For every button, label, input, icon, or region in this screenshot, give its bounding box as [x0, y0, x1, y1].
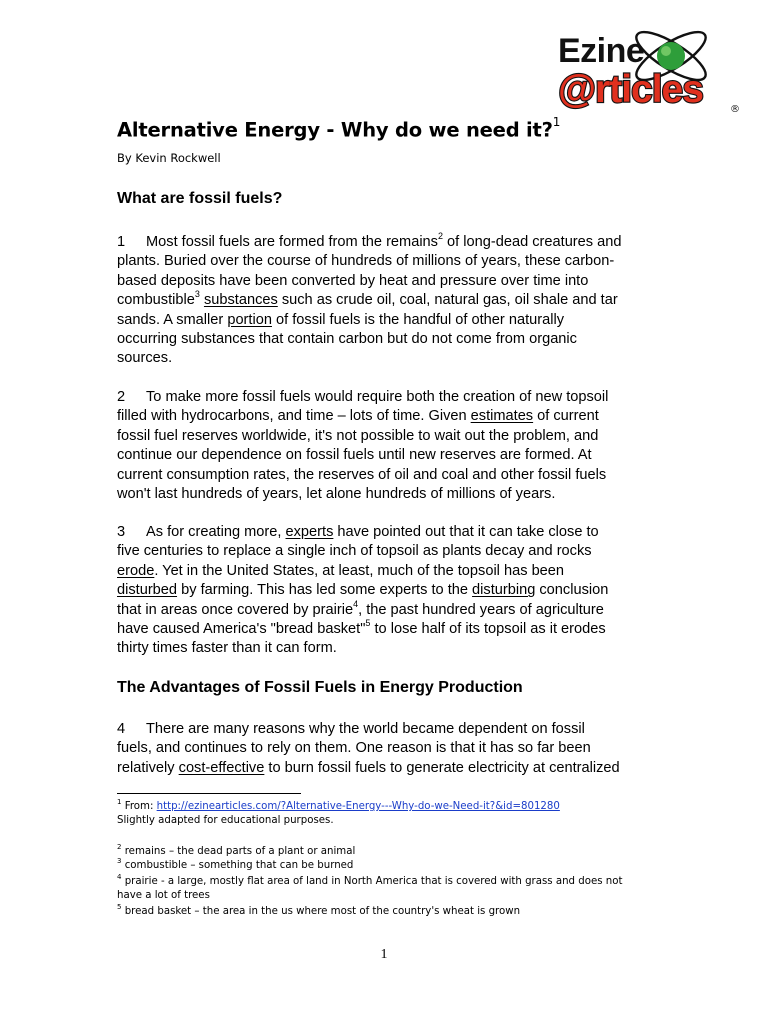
paragraph-1	[117, 233, 657, 369]
footnote-mark: 4	[117, 872, 122, 881]
footnote-note: Slightly adapted for educational purposes.	[117, 815, 334, 826]
paragraph-line: 2 To make more fossil fuels would require both the creation of new topsoil	[117, 388, 657, 407]
vocab-erode: erode	[117, 562, 155, 579]
paragraph-line: erode. Yet in the United States, at least, much of the topsoil has been	[117, 562, 565, 579]
paragraph-line: sources.	[117, 350, 173, 367]
paragraph-line: occurring substances that contain carbon but do not come from organic	[117, 330, 577, 347]
paragraph-number: 4	[117, 721, 126, 737]
vocab-cost-effective: cost-effective	[178, 759, 265, 776]
logo-word-ezine: Ezine	[558, 32, 645, 70]
paragraph-line: disturbed by farming. This has led some experts to the disturbing conclusion	[117, 582, 609, 599]
footnote-ref-4[interactable]: 4	[353, 598, 359, 609]
paragraph-3	[117, 523, 657, 659]
paragraph-line: filled with hydrocarbons, and time – lots of time. Given estimates of current	[117, 408, 599, 425]
vocab-substances: substances	[203, 292, 278, 309]
vocab-experts: experts	[285, 524, 334, 540]
byline: By Kevin Rockwell	[117, 151, 221, 165]
paragraph-line: fossil fuel reserves worldwide, it's not possible to wait out the problem, and	[117, 427, 599, 444]
footnote-mark: 2	[117, 842, 122, 851]
paragraph-line: fuels, and continues to rely on them. One reason is that it has so far been	[117, 740, 591, 757]
footnote-1: $^1$ From: http://ezinearticles.com/?Alternative-Energy---Why-do-we-Need-it?&id=801280 Slightly adapted for educational purposes.	[117, 800, 677, 828]
vocab-disturbing: disturbing	[472, 582, 536, 599]
logo-word-articles: @rticles	[558, 68, 703, 111]
footnote-separator	[117, 793, 301, 794]
footnote-mark: 3	[117, 856, 122, 865]
paragraph-line: based deposits have been converted by heat and pressure over time into	[117, 272, 589, 289]
title-footnote-ref[interactable]: 1	[552, 115, 561, 129]
vocab-portion: portion	[227, 311, 272, 328]
section-heading-fossil-fuels: What are fossil fuels?	[117, 190, 283, 207]
ezinearticles-logo	[556, 28, 746, 114]
paragraph-line: plants. Buried over the course of hundreds of millions of years, these carbon-	[117, 253, 615, 270]
vocab-estimates: estimates	[470, 408, 534, 425]
footnote-ref-2[interactable]: 2	[437, 231, 443, 242]
footnote-4: $^4$ prairie - a large, mostly flat area of land in North America that is covered with grass and does not have a lot of trees	[117, 872, 623, 901]
paragraph-line: 4 There are many reasons why the world became dependent on fossil	[117, 720, 657, 739]
source-link[interactable]: http://ezinearticles.com/?Alternative-Energy---Why-do-we-Need-it?&id=801280	[156, 801, 560, 812]
footnote-ref-3[interactable]: 3	[194, 289, 200, 300]
section-heading-advantages: The Advantages of Fossil Fuels in Energy Production	[117, 679, 523, 696]
footnote-3: $^3$ combustible – something that can be burned	[117, 856, 354, 871]
page-title	[117, 115, 561, 142]
paragraph-line: sands. A smaller portion of fossil fuels is the handful of other naturally	[117, 311, 564, 328]
paragraph-line: combustible$^3$ substances such as crude oil, coal, natural gas, oil shale and tar	[117, 289, 618, 309]
logo-reg-mark: ®	[730, 104, 740, 114]
footnote-2: $^2$ remains – the dead parts of a plant or animal	[117, 842, 356, 857]
paragraph-line: that in areas once covered by prairie$^4$, the past hundred years of agriculture	[117, 598, 604, 618]
paragraph-4	[117, 720, 657, 778]
footnote-ref-5[interactable]: 5	[365, 618, 371, 629]
paragraph-line: 1 Most fossil fuels are formed from the remains$^2$ of long-dead creatures and	[117, 233, 657, 252]
title-text: Alternative Energy - Why do we need it?	[117, 118, 553, 142]
paragraph-line: five centuries to replace a single inch of topsoil as plants decay and rocks	[117, 543, 592, 560]
footnote-mark: 5	[117, 902, 122, 911]
paragraph-line: relatively cost-effective to burn fossil fuels to generate electricity at centralized	[117, 759, 620, 776]
paragraph-line: won't last hundreds of years, let alone hundreds of millions of years.	[117, 485, 556, 502]
page-number: 1	[380, 947, 388, 962]
footnote-mark: 1	[117, 797, 122, 806]
paragraph-number: 1	[117, 234, 126, 250]
paragraph-line: continue our dependence on fossil fuels until new reserves are formed. At	[117, 447, 592, 464]
paragraph-2	[117, 388, 657, 504]
footnote-5: $^5$ bread basket – the area in the us where most of the country's wheat is grown	[117, 902, 521, 917]
paragraph-line: have caused America's "bread basket"$^5$ to lose half of its topsoil as it erodes	[117, 618, 606, 637]
paragraph-number: 3	[117, 524, 126, 540]
vocab-disturbed: disturbed	[117, 582, 178, 599]
paragraph-line: current consumption rates, the reserves of oil and coal and other fossil fuels	[117, 466, 607, 483]
paragraph-number: 2	[117, 389, 126, 405]
paragraph-line: 3 As for creating more, experts have pointed out that it can take close to	[117, 523, 657, 542]
paragraph-line: thirty times faster than it can form.	[117, 640, 337, 657]
